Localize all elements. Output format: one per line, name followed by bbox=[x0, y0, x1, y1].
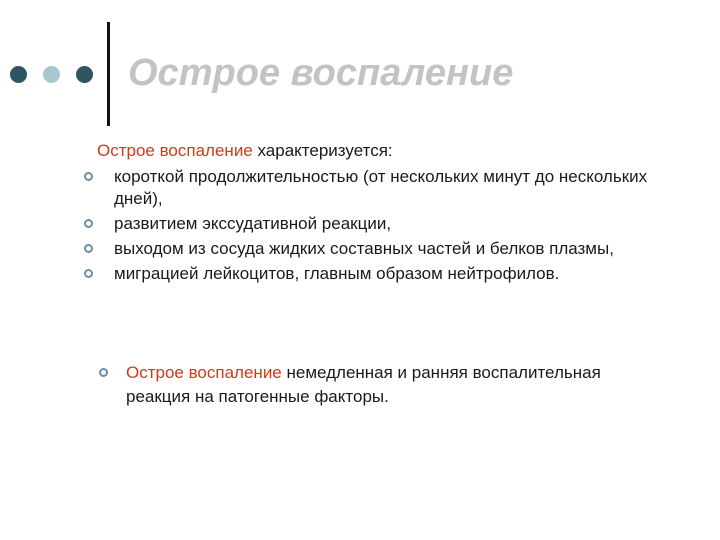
ring-bullet-icon bbox=[84, 244, 93, 253]
dot-icon bbox=[76, 66, 93, 83]
intro-text: характеризуется: bbox=[252, 141, 393, 160]
ring-bullet-icon bbox=[99, 368, 108, 377]
list-item-text: развитием экссудативной реакции, bbox=[114, 214, 392, 233]
definition-body: немедленная и ранняя воспалительная реакция на патогенные факторы. bbox=[126, 363, 601, 406]
intro-term: Острое воспаление bbox=[97, 141, 253, 160]
bullet-list bbox=[84, 166, 694, 288]
list-item-text: короткой продолжительностью (от нескольких минут до нескольких дней), bbox=[114, 167, 648, 208]
list-item bbox=[84, 263, 694, 285]
ring-bullet-icon bbox=[84, 269, 93, 278]
definition-text bbox=[99, 361, 619, 409]
intro-line bbox=[97, 140, 393, 162]
list-item bbox=[84, 238, 694, 260]
dot-icon bbox=[10, 66, 27, 83]
list-item-text: миграцией лейкоцитов, главным образом нейтрофилов. bbox=[114, 264, 560, 283]
list-item-text: выходом из сосуда жидких составных частей и белков плазмы, bbox=[114, 239, 614, 258]
list-item bbox=[84, 166, 694, 210]
dot-icon bbox=[43, 66, 60, 83]
title-divider bbox=[107, 22, 110, 126]
definition-block bbox=[99, 361, 619, 409]
decorative-dots bbox=[10, 66, 98, 84]
definition-term: Острое воспаление bbox=[126, 363, 282, 382]
ring-bullet-icon bbox=[84, 219, 93, 228]
list-item bbox=[84, 213, 694, 235]
slide-title: Острое воспаление bbox=[128, 52, 514, 94]
ring-bullet-icon bbox=[84, 172, 93, 181]
